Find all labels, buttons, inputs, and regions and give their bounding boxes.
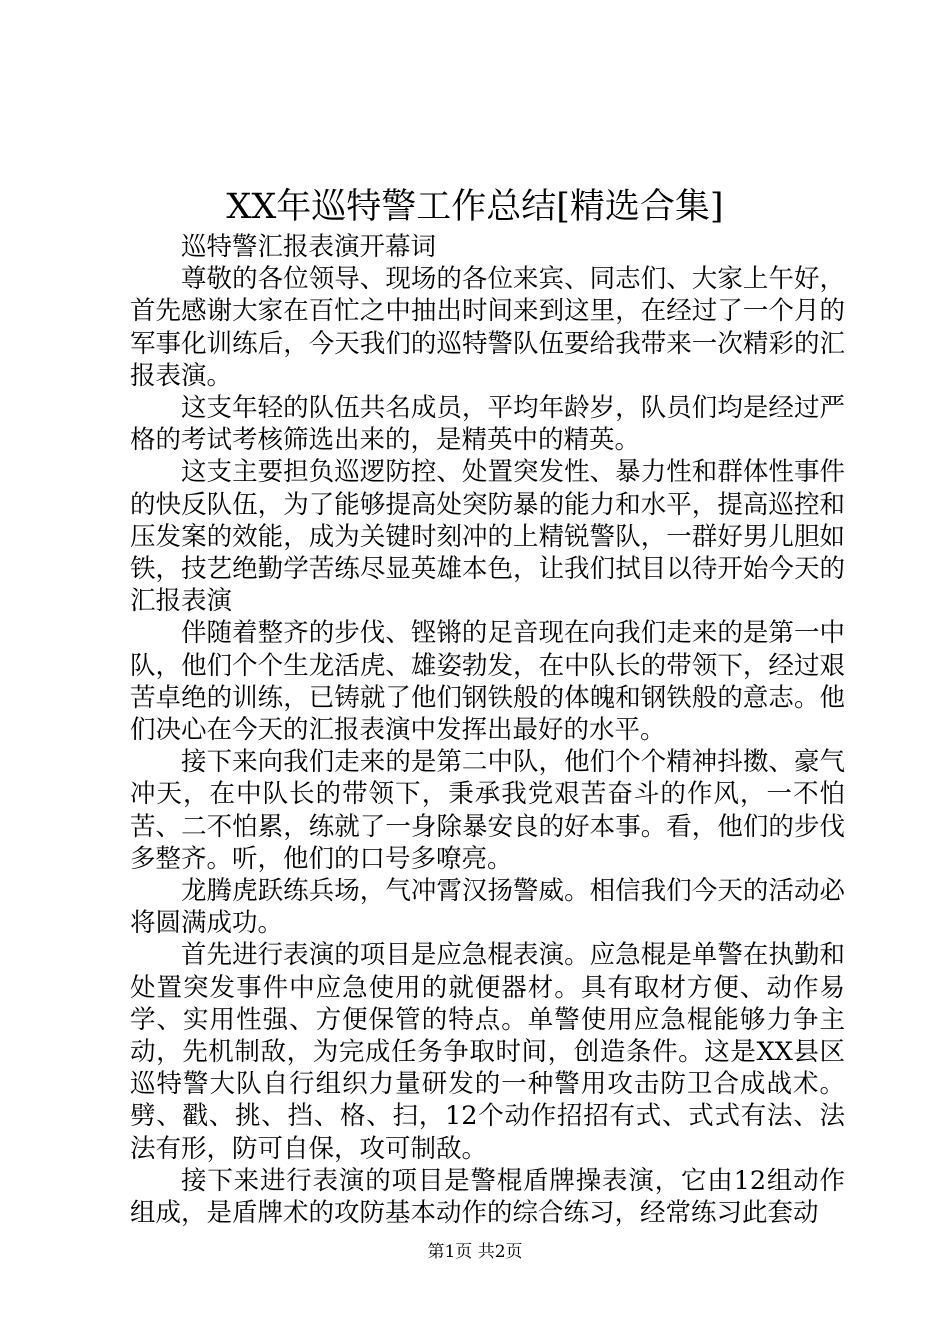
paragraph: 龙腾虎跃练兵场，气冲霄汉扬警威。相信我们今天的活动必将圆满成功。 (130, 876, 845, 939)
paragraph: 这支主要担负巡逻防控、处置突发性、暴力性和群体性事件的快反队伍，为了能够提高处突防暴的能力和水平，提高巡控和压发案的效能，成为关键时刻冲的上精锐警队，一群好男儿胆如铁，技艺绝勤学苦练尽显英雄本色，让我们拭目以待开始今天的汇报表演 (130, 457, 845, 617)
paragraph: 接下来向我们走来的是第二中队，他们个个精神抖擞、豪气冲天，在中队长的带领下，秉承我党艰苦奋斗的作风，一不怕苦、二不怕累，练就了一身除暴安良的好本事。看，他们的步伐多整齐。听，他们的口号多嘹亮。 (130, 747, 845, 874)
paragraph: 这支年轻的队伍共名成员，平均年龄岁，队员们均是经过严格的考试考核筛选出来的，是精英中的精英。 (130, 393, 845, 456)
paragraph: 首先进行表演的项目是应急棍表演。应急棍是单警在执勤和处置突发事件中应急使用的就便器材。具有取材方便、动作易学、实用性强、方便保管的特点。单警使用应急棍能够力争主动，先机制敌，为完成任务争取时间，创造条件。这是XX县区巡特警大队自行组织力量研发的一种警用攻击防卫合成战术。劈、戳、挑、挡、格、扫，12个动作招招有式、式式有法、法法有形，防可自保，攻可制敌。 (130, 940, 845, 1164)
document-title: XX年巡特警工作总结[精选合集] (226, 187, 724, 227)
document-body (130, 231, 845, 1229)
paragraph: 接下来进行表演的项目是警棍盾牌操表演，它由12组动作组成，是盾牌术的攻防基本动作的综合练习，经常练习此套动 (130, 1165, 845, 1229)
paragraph: 尊敬的各位领导、现场的各位来宾、同志们、大家上午好，首先感谢大家在百忙之中抽出时间来到这里，在经过了一个月的军事化训练后，今天我们的巡特警队伍要给我带来一次精彩的汇报表演。 (130, 264, 845, 391)
page-footer-indicator: 第1页 共2页 (427, 1242, 523, 1262)
paragraph-subtitle: 巡特警汇报表演开幕词 (181, 232, 437, 262)
paragraph: 伴随着整齐的步伐、铿锵的足音现在向我们走来的是第一中队，他们个个生龙活虎、雄姿勃发，在中队长的带领下，经过艰苦卓绝的训练，已铸就了他们钢铁般的体魄和钢铁般的意志。他们决心在今天的汇报表演中发挥出最好的水平。 (130, 618, 845, 746)
